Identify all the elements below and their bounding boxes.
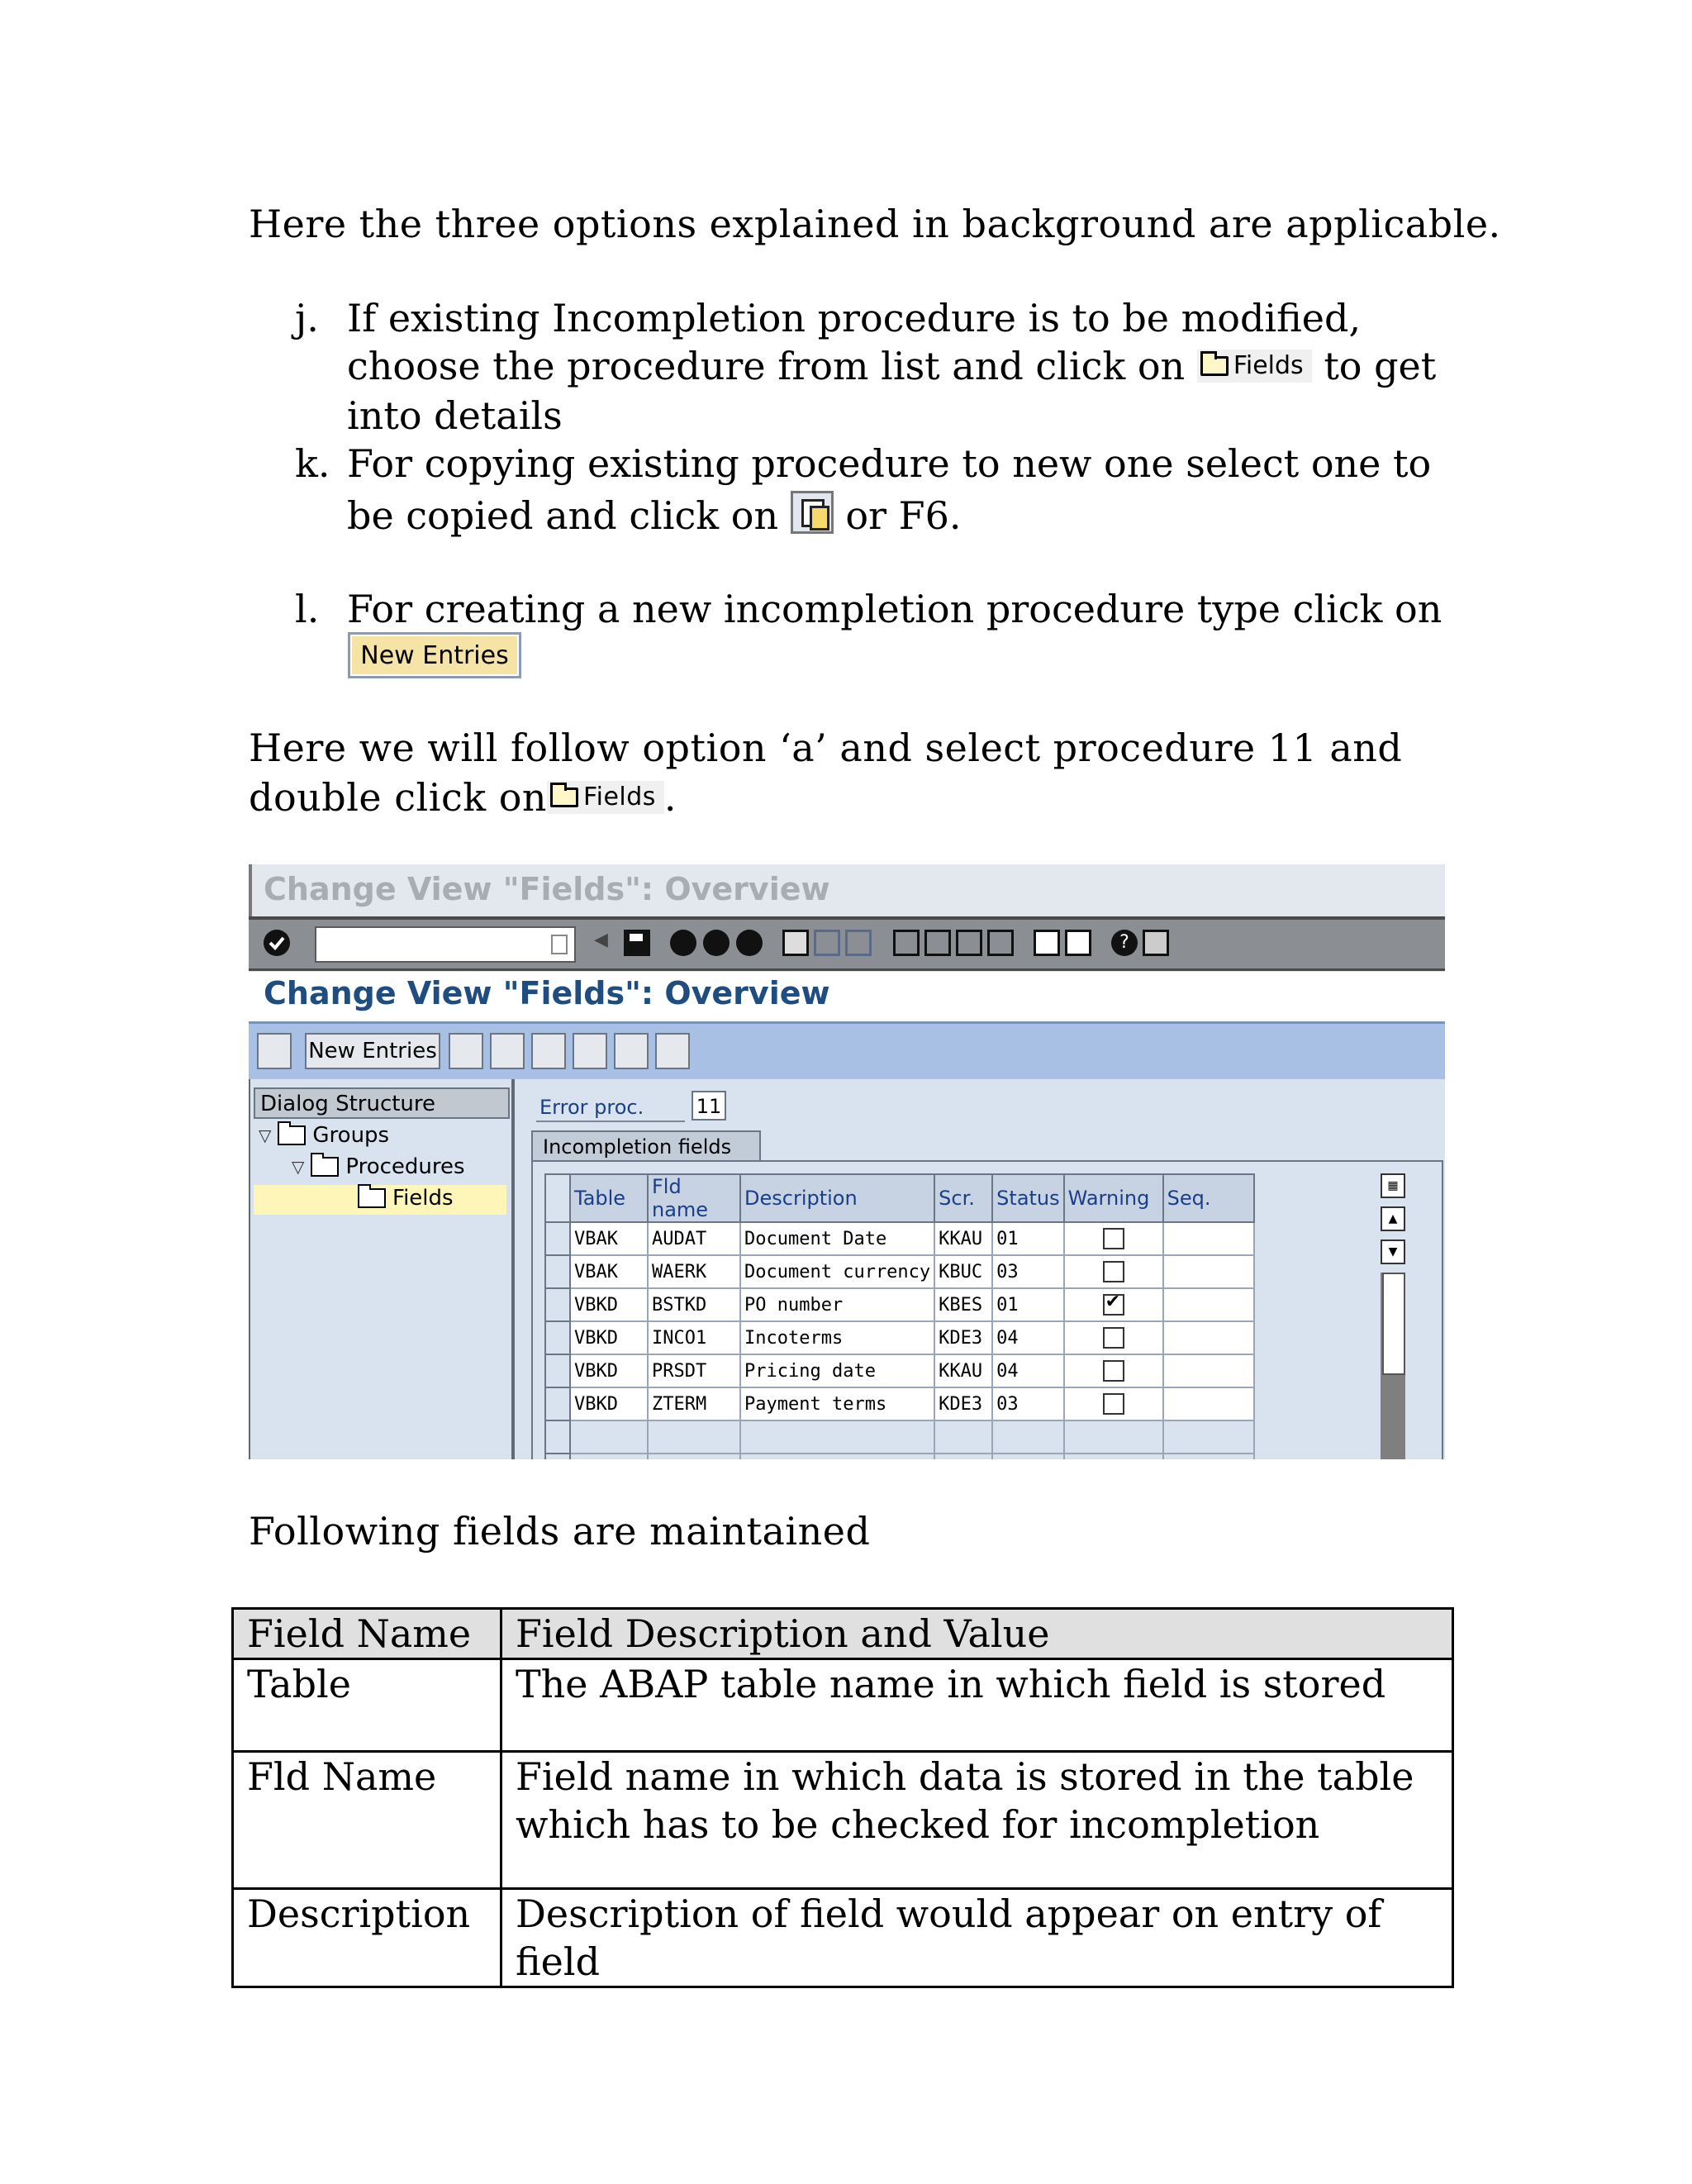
save-icon[interactable] bbox=[624, 930, 650, 956]
list-k-line2-text: be copied and click on bbox=[347, 493, 779, 538]
empty-cell[interactable] bbox=[1163, 1454, 1254, 1459]
cell-table[interactable]: VBAK bbox=[570, 1222, 648, 1255]
cell-table[interactable]: VBKD bbox=[570, 1321, 648, 1354]
tree-item-label: Procedures bbox=[345, 1154, 465, 1179]
table-row[interactable] bbox=[545, 1222, 1254, 1255]
tree-item-groups[interactable] bbox=[259, 1121, 389, 1150]
print-icon[interactable] bbox=[782, 930, 809, 956]
sap-screen-title-bar bbox=[249, 972, 1445, 1021]
cell-description[interactable]: Document currency bbox=[740, 1255, 934, 1288]
warning-checkbox[interactable] bbox=[1103, 1228, 1124, 1249]
fields-button-label: Fields bbox=[1233, 351, 1304, 380]
doc-desc-line: Description of field would appear on entry of bbox=[516, 1891, 1382, 1936]
doc-cell-name: Fld Name bbox=[233, 1752, 501, 1889]
table-row[interactable] bbox=[545, 1321, 1254, 1354]
cancel-icon[interactable] bbox=[736, 930, 763, 956]
sap-new-entries-button[interactable]: New Entries bbox=[305, 1033, 440, 1069]
cell-status[interactable]: 03 bbox=[992, 1387, 1063, 1420]
enter-check-icon[interactable] bbox=[264, 930, 290, 956]
follow-period: . bbox=[663, 775, 677, 820]
table-settings-icon[interactable]: ▦ bbox=[1381, 1173, 1405, 1198]
sap-screen-title: Change View "Fields": Overview bbox=[264, 975, 830, 1011]
doc-table-header-row bbox=[233, 1609, 1453, 1659]
sap-window-title: Change View "Fields": Overview bbox=[264, 871, 830, 907]
list-j-line2-text: choose the procedure from list and click on bbox=[347, 344, 1186, 388]
cell-seq[interactable] bbox=[1163, 1387, 1254, 1420]
table-row bbox=[233, 1889, 1453, 1987]
empty-cell[interactable] bbox=[992, 1454, 1063, 1459]
cell-fld-name[interactable]: PRSDT bbox=[648, 1354, 740, 1387]
doc-cell-name: Table bbox=[233, 1659, 501, 1752]
list-letter-j: j. bbox=[295, 296, 319, 340]
list-j-line1: If existing Incompletion procedure is to be modified, bbox=[347, 296, 1362, 340]
list-j-line2 bbox=[347, 342, 1436, 391]
fields-button-label: Fields bbox=[583, 783, 656, 811]
cell-description[interactable]: Pricing date bbox=[740, 1354, 934, 1387]
new-entries-button[interactable]: New Entries bbox=[348, 632, 521, 678]
last-page-icon[interactable] bbox=[987, 930, 1014, 956]
row-selector[interactable] bbox=[545, 1222, 570, 1255]
list-j-line2-tail: to get bbox=[1324, 344, 1437, 388]
cell-scr[interactable]: KDE3 bbox=[934, 1321, 992, 1354]
doc-desc-line: field bbox=[516, 1939, 601, 1984]
empty-cell[interactable] bbox=[992, 1420, 1063, 1454]
tree-item-fields[interactable] bbox=[358, 1183, 454, 1213]
cell-table[interactable]: VBKD bbox=[570, 1387, 648, 1420]
deselect-all-icon[interactable] bbox=[655, 1033, 690, 1069]
tab-incompletion-fields[interactable]: Incompletion fields bbox=[531, 1130, 761, 1162]
undo-change-icon[interactable] bbox=[531, 1033, 566, 1069]
vertical-scrollbar[interactable] bbox=[1381, 1173, 1407, 1459]
cell-status[interactable]: 04 bbox=[992, 1354, 1063, 1387]
help-icon[interactable]: ? bbox=[1111, 930, 1138, 956]
row-selector[interactable] bbox=[545, 1255, 570, 1288]
cell-seq[interactable] bbox=[1163, 1288, 1254, 1321]
cell-warning bbox=[1064, 1255, 1163, 1288]
list-k-line1: For copying existing procedure to new one select one to bbox=[347, 441, 1432, 486]
folder-icon bbox=[278, 1125, 306, 1145]
list-letter-k: k. bbox=[295, 441, 330, 486]
cell-fld-name[interactable]: INCO1 bbox=[648, 1321, 740, 1354]
empty-cell[interactable] bbox=[934, 1420, 992, 1454]
shortcut-icon[interactable] bbox=[1065, 930, 1091, 956]
intro-text: Here the three options explained in background are applicable. bbox=[249, 202, 1501, 246]
triangle-left-icon: ◀ bbox=[594, 930, 608, 950]
scroll-track[interactable] bbox=[1381, 1273, 1405, 1459]
folder-icon bbox=[311, 1157, 339, 1177]
doc-col-field-desc: Field Description and Value bbox=[501, 1609, 1453, 1659]
table-row[interactable] bbox=[545, 1354, 1254, 1387]
cell-table[interactable]: VBKD bbox=[570, 1288, 648, 1321]
cell-fld-name[interactable]: AUDAT bbox=[648, 1222, 740, 1255]
col-seq[interactable]: Seq. bbox=[1163, 1174, 1254, 1222]
list-k-line2-tail: or F6. bbox=[845, 493, 962, 538]
col-description[interactable]: Description bbox=[740, 1174, 934, 1222]
cell-table[interactable]: VBKD bbox=[570, 1354, 648, 1387]
detail-area bbox=[528, 1079, 1445, 1459]
select-all-cell[interactable] bbox=[545, 1174, 570, 1222]
following-text: Following fields are maintained bbox=[249, 1509, 871, 1554]
dialog-structure-tree bbox=[249, 1079, 515, 1459]
cell-description[interactable]: Payment terms bbox=[740, 1387, 934, 1420]
sap-screenshot bbox=[249, 864, 1445, 1459]
sap-application-toolbar bbox=[249, 1021, 1445, 1079]
warning-checkbox[interactable] bbox=[1103, 1261, 1124, 1282]
sap-system-toolbar bbox=[249, 916, 1445, 971]
empty-cell[interactable] bbox=[648, 1454, 740, 1459]
previous-page-icon[interactable] bbox=[924, 930, 951, 956]
doc-desc-line: The ABAP table name in which field is stored bbox=[516, 1662, 1386, 1706]
error-proc-label: Error proc. bbox=[539, 1096, 644, 1119]
col-warning[interactable]: Warning bbox=[1064, 1174, 1163, 1222]
row-selector[interactable] bbox=[545, 1420, 570, 1454]
table-body bbox=[545, 1222, 1254, 1459]
empty-table-row[interactable] bbox=[545, 1420, 1254, 1454]
scroll-down-icon[interactable]: ▼ bbox=[1381, 1240, 1405, 1264]
find-icon[interactable] bbox=[814, 930, 840, 956]
find-next-icon[interactable] bbox=[845, 930, 872, 956]
empty-cell[interactable] bbox=[740, 1454, 934, 1459]
cell-warning bbox=[1064, 1222, 1163, 1255]
field-description-table bbox=[231, 1607, 1454, 1988]
command-field[interactable] bbox=[315, 926, 576, 963]
table-row[interactable] bbox=[545, 1387, 1254, 1420]
table-header-row bbox=[545, 1174, 1254, 1222]
table-row bbox=[233, 1752, 1453, 1889]
exit-icon[interactable] bbox=[703, 930, 730, 956]
list-k-line2 bbox=[347, 491, 961, 540]
cell-scr[interactable]: KDE3 bbox=[934, 1387, 992, 1420]
list-l-line1: For creating a new incompletion procedure type click on bbox=[347, 587, 1442, 631]
doc-cell-desc bbox=[501, 1889, 1453, 1987]
empty-cell[interactable] bbox=[648, 1420, 740, 1454]
next-page-icon[interactable] bbox=[956, 930, 982, 956]
row-selector[interactable] bbox=[545, 1321, 570, 1354]
display-change-icon[interactable] bbox=[257, 1033, 292, 1069]
list-letter-l: l. bbox=[295, 587, 320, 631]
error-proc-underline bbox=[536, 1121, 685, 1122]
folder-icon bbox=[550, 787, 578, 807]
row-selector[interactable] bbox=[545, 1454, 570, 1459]
cell-seq[interactable] bbox=[1163, 1354, 1254, 1387]
empty-cell[interactable] bbox=[1163, 1420, 1254, 1454]
copy-as-icon[interactable] bbox=[791, 491, 834, 534]
empty-cell[interactable] bbox=[570, 1454, 648, 1459]
empty-table-row[interactable] bbox=[545, 1454, 1254, 1459]
empty-cell[interactable] bbox=[1064, 1420, 1163, 1454]
empty-cell[interactable] bbox=[740, 1420, 934, 1454]
fields-button[interactable] bbox=[1197, 350, 1312, 383]
doc-cell-desc bbox=[501, 1752, 1453, 1889]
cell-warning bbox=[1064, 1288, 1163, 1321]
list-j-line3: into details bbox=[347, 393, 563, 438]
cell-description[interactable]: PO number bbox=[740, 1288, 934, 1321]
cell-status[interactable]: 01 bbox=[992, 1288, 1063, 1321]
tree-item-label: Fields bbox=[392, 1186, 454, 1211]
cell-fld-name[interactable]: BSTKD bbox=[648, 1288, 740, 1321]
copy-as-icon[interactable] bbox=[449, 1033, 483, 1069]
tree-item-procedures[interactable] bbox=[292, 1152, 465, 1182]
col-table[interactable]: Table bbox=[570, 1174, 648, 1222]
cell-status[interactable]: 03 bbox=[992, 1255, 1063, 1288]
dropdown-icon[interactable] bbox=[551, 935, 568, 954]
doc-cell-name: Description bbox=[233, 1889, 501, 1987]
cell-fld-name[interactable]: WAERK bbox=[648, 1255, 740, 1288]
dialog-structure-header: Dialog Structure bbox=[254, 1087, 510, 1119]
warning-checkbox[interactable] bbox=[1103, 1294, 1124, 1316]
empty-cell[interactable] bbox=[1064, 1454, 1163, 1459]
col-status[interactable]: Status bbox=[992, 1174, 1063, 1222]
table-row[interactable] bbox=[545, 1288, 1254, 1321]
cell-status[interactable]: 01 bbox=[992, 1222, 1063, 1255]
error-proc-field[interactable]: 11 bbox=[692, 1091, 726, 1121]
table-row[interactable] bbox=[545, 1255, 1254, 1288]
doc-desc-line: which has to be checked for incompletion bbox=[516, 1802, 1320, 1847]
warning-checkbox[interactable] bbox=[1103, 1327, 1124, 1349]
follow-line2 bbox=[249, 773, 677, 822]
back-icon[interactable] bbox=[670, 930, 696, 956]
row-selector[interactable] bbox=[545, 1288, 570, 1321]
row-selector[interactable] bbox=[545, 1354, 570, 1387]
cell-seq[interactable] bbox=[1163, 1321, 1254, 1354]
expand-triangle-icon[interactable]: ▽ bbox=[259, 1125, 272, 1145]
open-folder-icon bbox=[358, 1188, 386, 1208]
cell-warning bbox=[1064, 1321, 1163, 1354]
cell-fld-name[interactable]: ZTERM bbox=[648, 1387, 740, 1420]
cell-seq[interactable] bbox=[1163, 1222, 1254, 1255]
col-fld-name[interactable]: Fld name bbox=[648, 1174, 740, 1222]
cell-seq[interactable] bbox=[1163, 1255, 1254, 1288]
tree-item-label: Groups bbox=[312, 1123, 390, 1148]
table-row bbox=[233, 1659, 1453, 1752]
select-block-icon[interactable] bbox=[614, 1033, 649, 1069]
warning-checkbox[interactable] bbox=[1103, 1360, 1124, 1382]
expand-triangle-icon[interactable]: ▽ bbox=[292, 1157, 305, 1177]
follow-line1: Here we will follow option ‘a’ and select procedure 11 and bbox=[249, 726, 1403, 770]
cell-status[interactable]: 04 bbox=[992, 1321, 1063, 1354]
cell-scr[interactable]: KBES bbox=[934, 1288, 992, 1321]
cell-warning bbox=[1064, 1387, 1163, 1420]
follow-line2-text: double click on bbox=[249, 775, 548, 820]
incompletion-fields-grid bbox=[531, 1160, 1443, 1459]
cell-description[interactable]: Incoterms bbox=[740, 1321, 934, 1354]
cell-scr[interactable]: KKAU bbox=[934, 1354, 992, 1387]
new-session-icon[interactable] bbox=[1034, 930, 1060, 956]
sap-window-titlebar bbox=[249, 864, 1445, 916]
doc-cell-desc bbox=[501, 1659, 1453, 1752]
folder-icon bbox=[1200, 356, 1229, 376]
cell-table[interactable]: VBAK bbox=[570, 1255, 648, 1288]
cell-warning bbox=[1064, 1354, 1163, 1387]
doc-col-field-name: Field Name bbox=[233, 1609, 501, 1659]
fields-button-2[interactable] bbox=[547, 781, 664, 814]
empty-cell[interactable] bbox=[570, 1420, 648, 1454]
select-all-icon[interactable] bbox=[573, 1033, 607, 1069]
cell-scr[interactable]: KKAU bbox=[934, 1222, 992, 1255]
layout-menu-icon[interactable] bbox=[1143, 930, 1169, 956]
row-selector[interactable] bbox=[545, 1387, 570, 1420]
delete-icon[interactable] bbox=[490, 1033, 525, 1069]
cell-scr[interactable]: KBUC bbox=[934, 1255, 992, 1288]
empty-cell[interactable] bbox=[934, 1454, 992, 1459]
cell-description[interactable]: Document Date bbox=[740, 1222, 934, 1255]
scroll-thumb[interactable] bbox=[1382, 1273, 1405, 1375]
first-page-icon[interactable] bbox=[893, 930, 920, 956]
fields-table bbox=[544, 1173, 1255, 1459]
col-scr[interactable]: Scr. bbox=[934, 1174, 992, 1222]
scroll-up-icon[interactable]: ▲ bbox=[1381, 1206, 1405, 1231]
doc-desc-line: Field name in which data is stored in the table bbox=[516, 1754, 1414, 1799]
warning-checkbox[interactable] bbox=[1103, 1393, 1124, 1415]
